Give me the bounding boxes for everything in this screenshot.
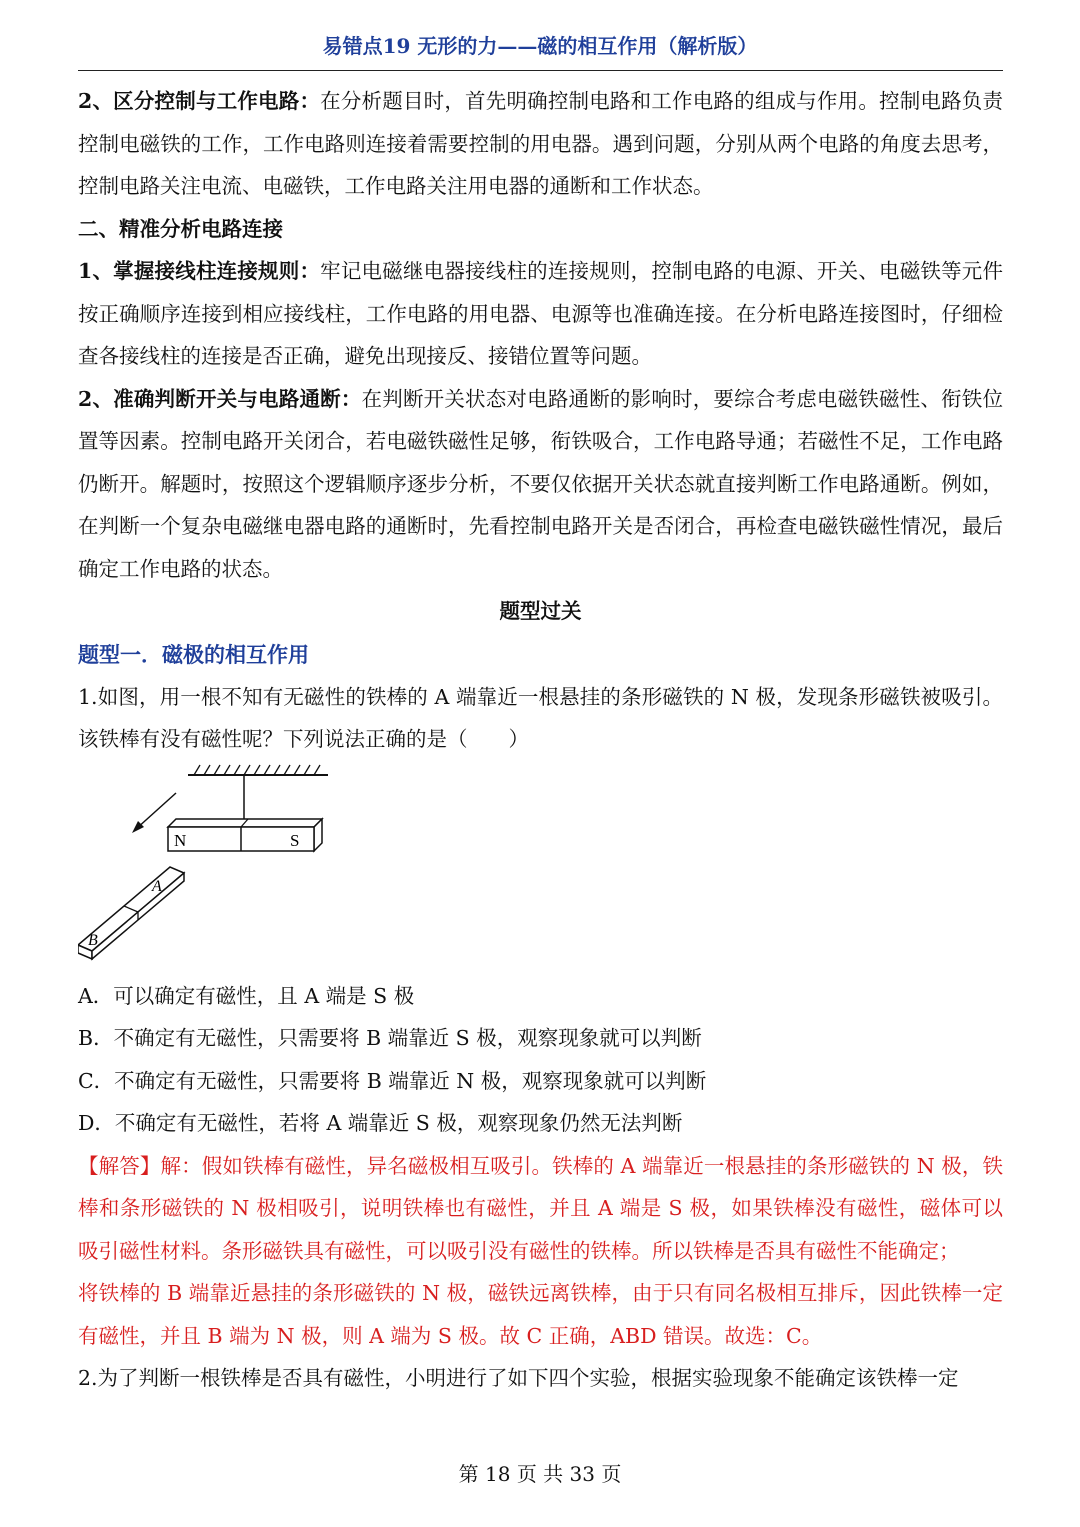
answer-explanation-2: 将铁棒的 B 端靠近悬挂的条形磁铁的 N 极，磁铁远离铁棒，由于只有同名极相互排斥，因此铁棒一定有磁性，并且 B 端为 N 极，则 A 端为 S 极。故 C 正确，ABD 错误。故选：C。	[78, 1281, 1003, 1348]
paragraph-body: 在判断开关状态对电路通断的影响时，要综合考虑电磁铁磁性、衔铁位置等因素。控制电路开关闭合，若电磁铁磁性足够，衔铁吸合，工作电路导通；若磁性不足，工作电路仍断开。解题时，按照这个逻辑顺序逐步分析，不要仅依据开关状态就直接判断工作电路通断。例如，在判断一个复杂电磁继电器电路的通断时，先看控制电路开关是否闭合，再检查电磁铁磁性情况，最后确定工作电路的状态。	[78, 386, 1004, 581]
rod-a-label: A	[152, 877, 162, 895]
motion-arrow-shaft	[136, 793, 176, 829]
answer-label: 【解答】	[78, 1153, 161, 1178]
option-a: A．可以确定有磁性，且 A 端是 S 极	[78, 983, 415, 1008]
magnet-figure	[78, 763, 338, 973]
paragraph-terminal-rules	[78, 250, 1003, 378]
paragraph-switch-judgement	[78, 378, 1003, 591]
paragraph-lead: 2、准确判断开关与电路通断：	[78, 386, 362, 411]
header-divider	[78, 70, 1003, 71]
answer-text: 解：假如铁棒有磁性，异名磁极相互吸引。铁棒的 A 端靠近一根悬挂的条形磁铁的 N 极，铁棒和条形磁铁的 N 极相吸引，说明铁棒也有磁性，并且 A 端是 S 极，如果铁棒没有磁性，磁体可以吸引磁性材料。条形磁铁具有磁性，可以吸引没有磁性的铁棒。所以铁棒是否具有磁性不能确定；	[78, 1153, 1004, 1263]
question-2-stem: 2.为了判断一根铁棒是否具有磁性，小明进行了如下四个实验，根据实验现象不能确定该铁棒一定	[78, 1366, 959, 1390]
section-heading-circuit-connection: 二、精准分析电路连接	[78, 216, 283, 241]
paragraph-lead: 1、掌握接线柱连接规则：	[78, 259, 321, 283]
ceiling-hatch	[194, 765, 320, 775]
paragraph-lead: 2、区分控制与工作电路：	[78, 89, 321, 113]
answer-explanation-1	[78, 1145, 1003, 1273]
option-c: C．不确定有无磁性，只需要将 B 端靠近 N 极，观察现象就可以判断	[78, 1068, 707, 1093]
section-title: 题型过关	[499, 599, 582, 623]
option-d: D．不确定有无磁性，若将 A 端靠近 S 极，观察现象仍然无法判断	[78, 1111, 683, 1135]
page-footer: 第 18 页 共 33 页	[458, 1462, 622, 1486]
magnet-s-label: S	[290, 830, 300, 850]
page-content	[78, 80, 1003, 1400]
option-b: B．不确定有无磁性，只需要将 B 端靠近 S 极，观察现象就可以判断	[78, 1026, 702, 1050]
paragraph-control-work-circuit	[78, 80, 1003, 208]
question-type-heading: 题型一．磁极的相互作用	[78, 641, 309, 667]
page-header-title: 易错点19 无形的力——磁的相互作用（解析版）	[322, 34, 758, 58]
paragraph-body: 在分析题目时，首先明确控制电路和工作电路的组成与作用。控制电路负责控制电磁铁的工作，工作电路则连接着需要控制的用电器。遇到问题，分别从两个电路的角度去思考，控制电路关注电流、电磁铁，工作电路关注用电器的通断和工作状态。	[78, 89, 1004, 198]
rod-b-label: B	[88, 931, 98, 949]
magnet-diagram	[78, 763, 338, 973]
question-1-stem: 1.如图，用一根不知有无磁性的铁棒的 A 端靠近一根悬挂的条形磁铁的 N 极，发现条形磁铁被吸引。该铁棒有没有磁性呢？下列说法正确的是（ ）	[78, 684, 1003, 751]
magnet-n-label: N	[174, 830, 187, 850]
paragraph-body: 牢记电磁继电器接线柱的连接规则，控制电路的电源、开关、电磁铁等元件按正确顺序连接到相应接线柱，工作电路的用电器、电源等也准确连接。在分析电路连接图时，仔细检查各接线柱的连接是否正确，避免出现接反、接错位置等问题。	[78, 259, 1004, 368]
